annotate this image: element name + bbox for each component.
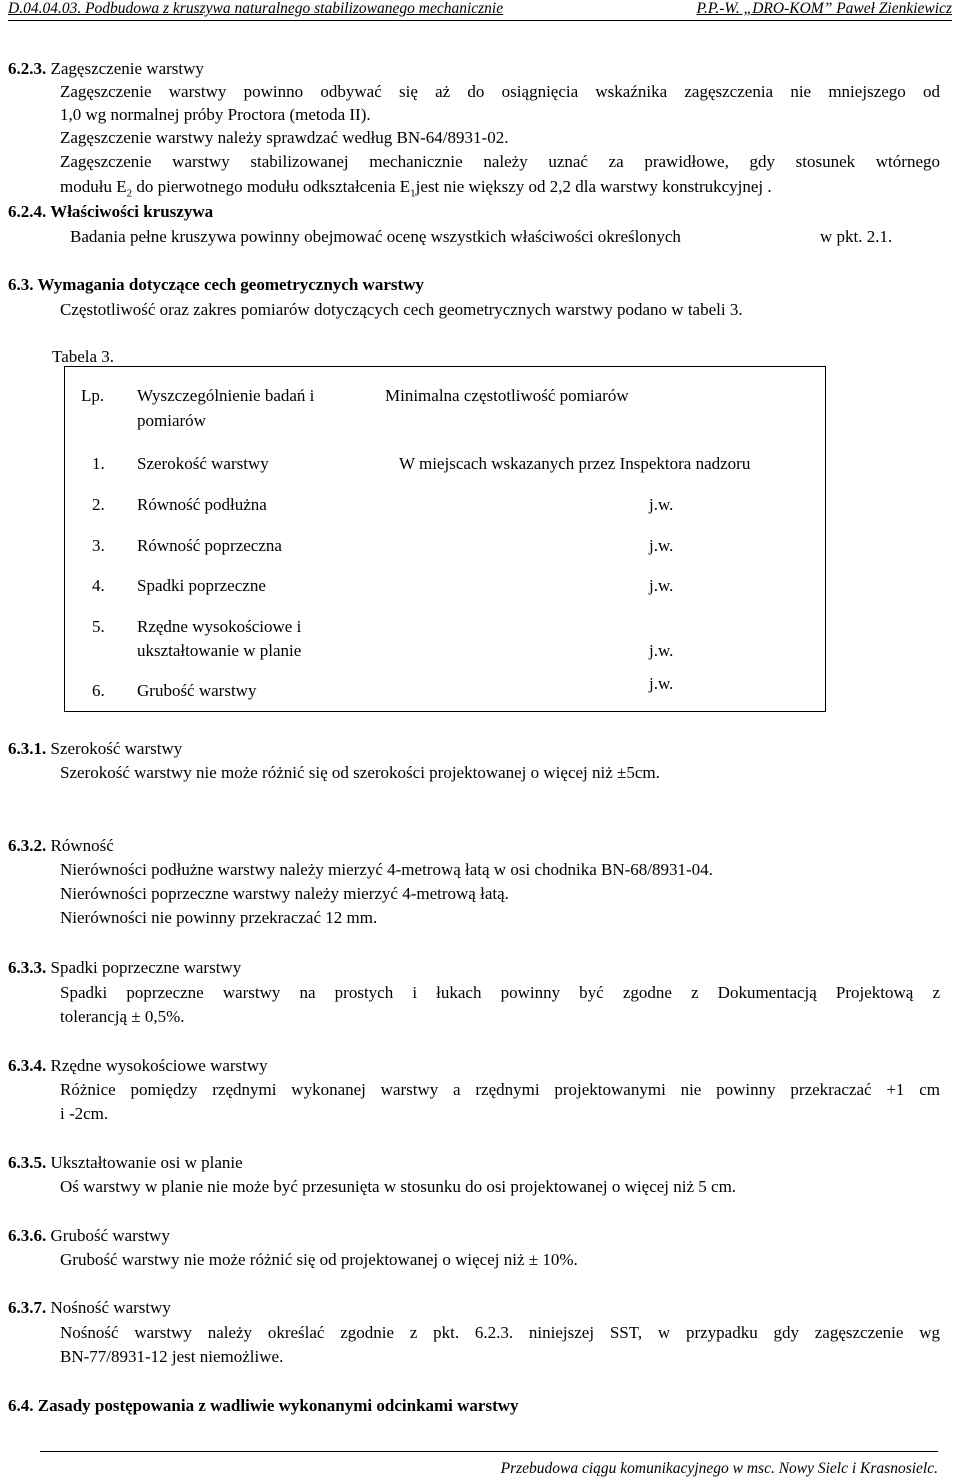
section-6-3-5-heading: 6.3.5. Ukształtowanie osi w planie [8, 1153, 243, 1172]
table-3 [64, 366, 826, 712]
table-row-2-lp: 2. [92, 495, 105, 514]
section-6-3-4-heading: 6.3.4. Rzędne wysokościowe warstwy [8, 1056, 268, 1075]
section-6-2-3-text-1b: 1,0 wg normalnej próby Proctora (metoda II). [60, 105, 371, 124]
table-row-6-frequency: j.w. [649, 674, 674, 693]
footer-project-name: Przebudowa ciągu komunikacyjnego w msc. Nowy Sielc i Krasnosielc. [500, 1460, 938, 1477]
section-6-3-2-text-1: Nierówności podłużne warstwy należy mierzyć 4-metrową łatą w osi chodnika BN-68/8931-04. [60, 860, 713, 879]
section-6-3-3-text-1: Spadki poprzeczne warstwy na prostych i łukach powinny być zgodne z Dokumentacją Projektową z [60, 983, 940, 1002]
table-row-2-name: Równość podłużna [137, 495, 267, 514]
section-6-2-3-text-1a: Zagęszczenie warstwy powinno odbywać się aż do osiągnięcia wskaźnika zagęszczenia nie mniejszego od [60, 82, 940, 101]
section-6-3-6-heading: 6.3.6. Grubość warstwy [8, 1226, 170, 1245]
section-6-3-5-text: Oś warstwy w planie nie może być przesunięta w stosunku do osi projektowanej o więcej niż 5 cm. [60, 1177, 737, 1196]
table-header-frequency: Minimalna częstotliwość pomiarów [385, 386, 629, 405]
table-row-5-frequency: j.w. [649, 641, 674, 660]
page-header [8, 0, 952, 21]
section-6-3-3-heading: 6.3.3. Spadki poprzeczne warstwy [8, 958, 242, 977]
section-6-2-4-heading: 6.2.4. Właściwości kruszywa [8, 202, 214, 221]
page-footer [40, 1451, 938, 1482]
section-6-2-3-text-3b: modułu $E_2$ do pierwotnego modułu odkształcenia $E_1jest$ nie większy od 2,2 dla warstwy konstrukcyjnej . [60, 177, 772, 200]
table-row-6-name: Grubość warstwy [137, 681, 257, 700]
table-header-name-1: Wyszczególnienie badań i [137, 386, 315, 405]
table-row-1-frequency: W miejscach wskazanych przez Inspektora nadzoru [399, 454, 751, 473]
table-row-4-name: Spadki poprzeczne [137, 576, 266, 595]
section-6-3-7-text-2: BN-77/8931-12 jest niemożliwe. [60, 1347, 284, 1366]
table-row-2-frequency: j.w. [649, 495, 674, 514]
section-6-3-1-heading: 6.3.1. Szerokość warstwy [8, 739, 183, 758]
section-6-4-heading: 6.4. Zasady postępowania z wadliwie wykonanymi odcinkami warstwy [8, 1396, 519, 1415]
header-company: P.P.-W. „DRO-KOM” Paweł Zienkiewicz [696, 0, 952, 17]
table-row-4-lp: 4. [92, 576, 105, 595]
section-6-2-3-text-2: Zagęszczenie warstwy należy sprawdzać według BN-64/8931-02. [60, 128, 509, 147]
table-caption: Tabela 3. [52, 347, 115, 366]
section-6-3-6-text: Grubość warstwy nie może różnić się od projektowanej o więcej niż ± 10%. [60, 1250, 578, 1269]
table-row-4-frequency: j.w. [649, 576, 674, 595]
section-6-3-7-heading: 6.3.7. Nośność warstwy [8, 1298, 171, 1317]
table-row-5-name-1: Rzędne wysokościowe i [137, 617, 302, 636]
table-row-5-lp: 5. [92, 617, 105, 636]
section-6-3-2-text-2: Nierówności poprzeczne warstwy należy mierzyć 4-metrową łatą. [60, 884, 509, 903]
section-6-3-4-text-1: Różnice pomiędzy rzędnymi wykonanej warstwy a rzędnymi projektowanymi nie powinny przekraczać +1 cm [60, 1080, 940, 1099]
section-6-2-4-text: Badania pełne kruszywa powinny obejmować ocenę wszystkich właściwości określonych [70, 227, 681, 246]
header-document-code: D.04.04.03. Podbudowa z kruszywa naturalnego stabilizowanego mechanicznie [8, 0, 504, 17]
section-6-3-2-heading: 6.3.2. Równość [8, 836, 114, 855]
section-6-3-text: Częstotliwość oraz zakres pomiarów dotyczących cech geometrycznych warstwy podano w tabeli 3. [60, 300, 743, 319]
table-row-6-lp: 6. [92, 681, 105, 700]
table-row-1-lp: 1. [92, 454, 105, 473]
section-6-2-4-ref: w pkt. 2.1. [820, 227, 893, 246]
section-6-3-heading: 6.3. Wymagania dotyczące cech geometrycznych warstwy [8, 275, 424, 294]
table-row-1-name: Szerokość warstwy [137, 454, 269, 473]
section-6-3-4-text-2: i -2cm. [60, 1104, 109, 1123]
section-6-3-7-text-1: Nośność warstwy należy określać zgodnie z pkt. 6.2.3. niniejszej SST, w przypadku gdy zagęszczenie wg [60, 1323, 940, 1342]
section-6-3-3-text-2: tolerancją ± 0,5%. [60, 1007, 185, 1026]
table-row-3-lp: 3. [92, 536, 105, 555]
table-row-3-name: Równość poprzeczna [137, 536, 282, 555]
section-6-2-3-heading: 6.2.3. Zagęszczenie warstwy [8, 59, 204, 78]
table-header-name-2: pomiarów [137, 411, 206, 430]
section-6-3-2-text-3: Nierówności nie powinny przekraczać 12 mm. [60, 908, 378, 927]
table-row-5-name-2: ukształtowanie w planie [137, 641, 302, 660]
section-6-3-1-text: Szerokość warstwy nie może różnić się od szerokości projektowanej o więcej niż ±5cm. [60, 763, 660, 782]
section-6-2-3-text-3a: Zagęszczenie warstwy stabilizowanej mechanicznie należy uznać za prawidłowe, gdy stosunek wtórnego [60, 152, 940, 171]
table-row-3-frequency: j.w. [649, 536, 674, 555]
table-header-lp: Lp. [81, 386, 105, 405]
